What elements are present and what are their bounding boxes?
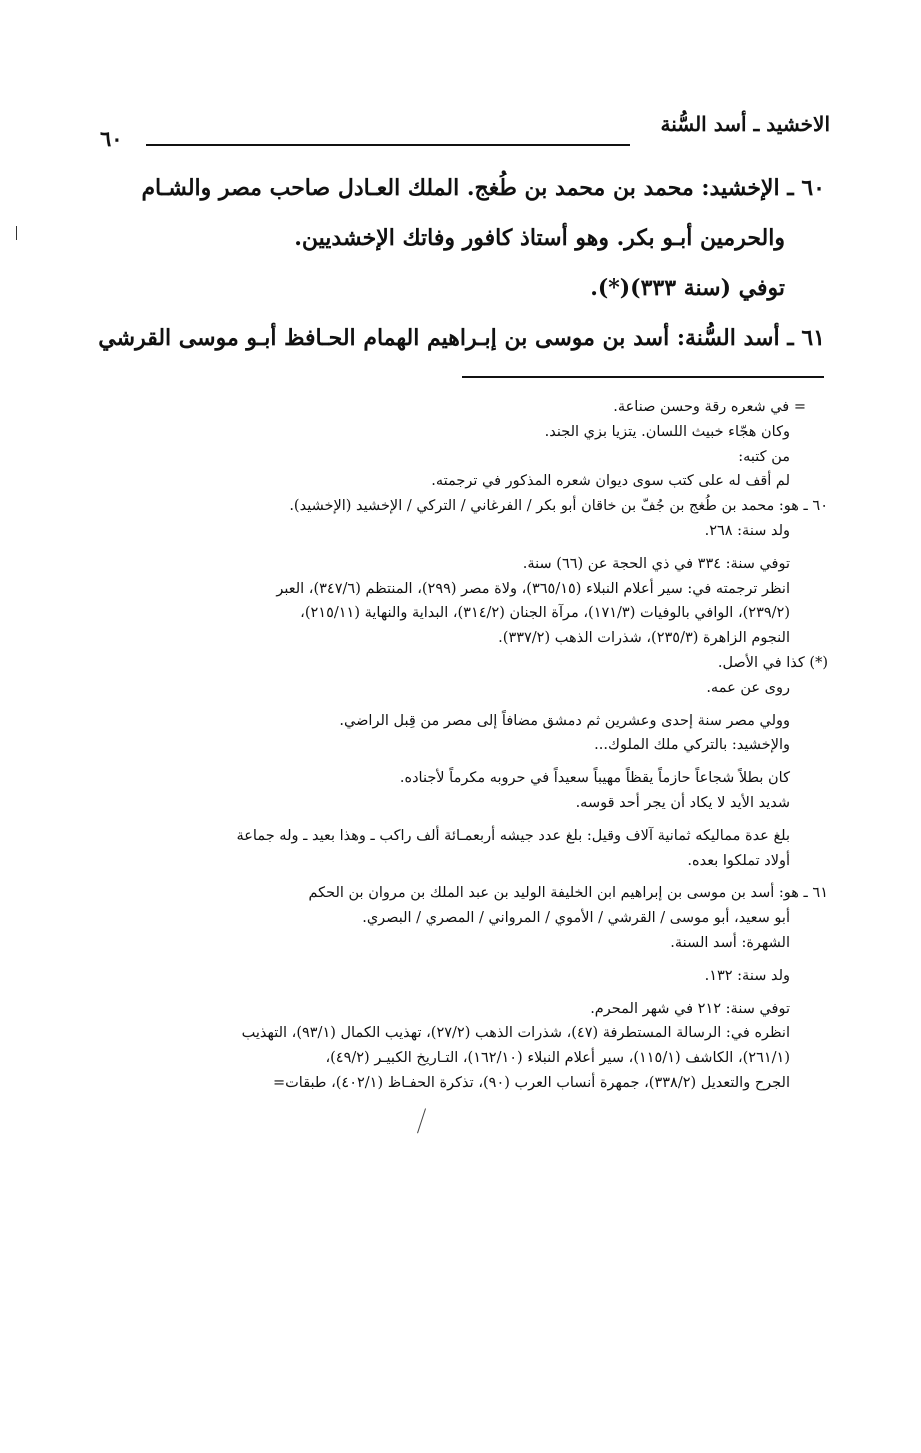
footnote-separator <box>462 376 824 378</box>
footnote-line: انظره في: الرسالة المستطرفة (٤٧)، شذرات الذهب (٢٧/٢)، تهذيب الكمال (٩٣/١)، التهذيب <box>241 1025 790 1042</box>
footnote-line: روى عن عمه. <box>706 679 790 696</box>
footnotes <box>118 395 828 1096</box>
footnote-line: (٢٦١/١)، الكاشف (١١٥/١)، سير أعلام النبلاء (١٦٢/١٠)، التـاريخ الكبيـر (٤٩/٢)، <box>325 1050 790 1067</box>
footnote-line: توفي سنة: ٢١٢ في شهر المحرم. <box>590 1000 790 1017</box>
footnote-line: شديد الأيد لا يكاد أن يجر أحد قوسه. <box>575 794 790 811</box>
main-line: والحرمين أبـو بكر. وهو أستاذ كافور وفاتك الإخشديين. <box>294 225 785 251</box>
footnote-line: أبو سعيد، أبو موسى / القرشي / الأموي / المرواني / المصري / البصري. <box>362 910 790 927</box>
margin-mark <box>16 226 19 240</box>
footnote-line: (*) كذا في الأصل. <box>717 654 828 671</box>
footnote-line: ولد سنة: ٢٦٨. <box>704 522 790 539</box>
footnote-line: من كتبه: <box>738 448 790 465</box>
footnote-line: الشهرة: أسد السنة. <box>670 934 790 951</box>
footnote-line: والإخشيد: بالتركي ملك الملوك... <box>594 737 790 754</box>
footnote-line: وولي مصر سنة إحدى وعشرين ثم دمشق مضافاً إلى مصر من قِبل الراضي. <box>339 712 790 729</box>
running-title: الاخشيد ـ أسد السُّنة <box>660 112 830 136</box>
stray-pen-mark <box>417 1108 427 1133</box>
footnote-line: = في شعره رقة وحسن صناعة. <box>613 399 806 415</box>
footnote-line: ٦١ ـ هو: أسد بن موسى بن إبراهيم ابن الخليفة الوليد بن عبد الملك بن مروان بن الحكم <box>308 885 828 902</box>
footnote-line: ولد سنة: ١٣٢. <box>704 967 790 984</box>
page-number: ٦٠ <box>100 126 123 151</box>
footnote-line: توفي سنة: ٣٣٤ في ذي الحجة عن (٦٦) سنة. <box>522 555 790 572</box>
footnote-line: بلغ عدة مماليكه ثمانية آلاف وقيل: بلغ عدد جيشه أربعمـائة ألف راكب ـ وهذا بعيد ـ وله جماعة <box>236 827 790 844</box>
header-rule <box>146 144 630 146</box>
footnote-line: (٢٣٩/٢)، الوافي بالوفيات (١٧١/٣)، مرآة الجنان (٣١٤/٢)، البداية والنهاية (٢١٥/١١)، <box>300 605 790 622</box>
footnote-line: ٦٠ ـ هو: محمد بن طُغج بن جُفّ بن خاقان أبو بكر / الفرغاني / التركي / الإخشيد (الإخشيد). <box>289 498 828 515</box>
footnote-line: كان بطلاً شجاعاً حازماً يقظاً مهيباً سعيداً في حروبه مكرماً لأجناده. <box>399 770 790 787</box>
main-line: توفي (سنة ٣٣٣)(*). <box>590 275 785 301</box>
main-line: ٦١ ـ أسد السُّنة: أسد بن موسى بن إبـراهيم الهمام الحـافظ أبـو موسى القرشي <box>98 325 825 351</box>
running-header <box>100 112 830 152</box>
footnote-line: لم أقف له على كتب سوى ديوان شعره المذكور في ترجمته. <box>431 473 790 490</box>
footnote-line: الجرح والتعديل (٣٣٨/٢)، جمهرة أنساب العرب (٩٠)، تذكرة الحفـاظ (٤٠٢/١)، طبقات= <box>273 1074 790 1091</box>
footnote-line: النجوم الزاهرة (٢٣٥/٣)، شذرات الذهب (٣٣٧/٢). <box>498 630 790 647</box>
main-text <box>95 163 825 363</box>
main-line: ٦٠ ـ الإخشيد: محمد بن محمد بن طُغج. الملك العـادل صاحب مصر والشـام <box>141 175 825 201</box>
footnote-line: انظر ترجمته في: سير أعلام النبلاء (٣٦٥/١٥)، ولاة مصر (٢٩٩)، المنتظم (٣٤٧/٦)، العبر <box>276 580 790 597</box>
footnote-line: أولاد تملكوا بعده. <box>687 852 790 869</box>
footnote-line: وكان هجّاء خبيث اللسان. يتزيا بزي الجند. <box>544 423 790 440</box>
